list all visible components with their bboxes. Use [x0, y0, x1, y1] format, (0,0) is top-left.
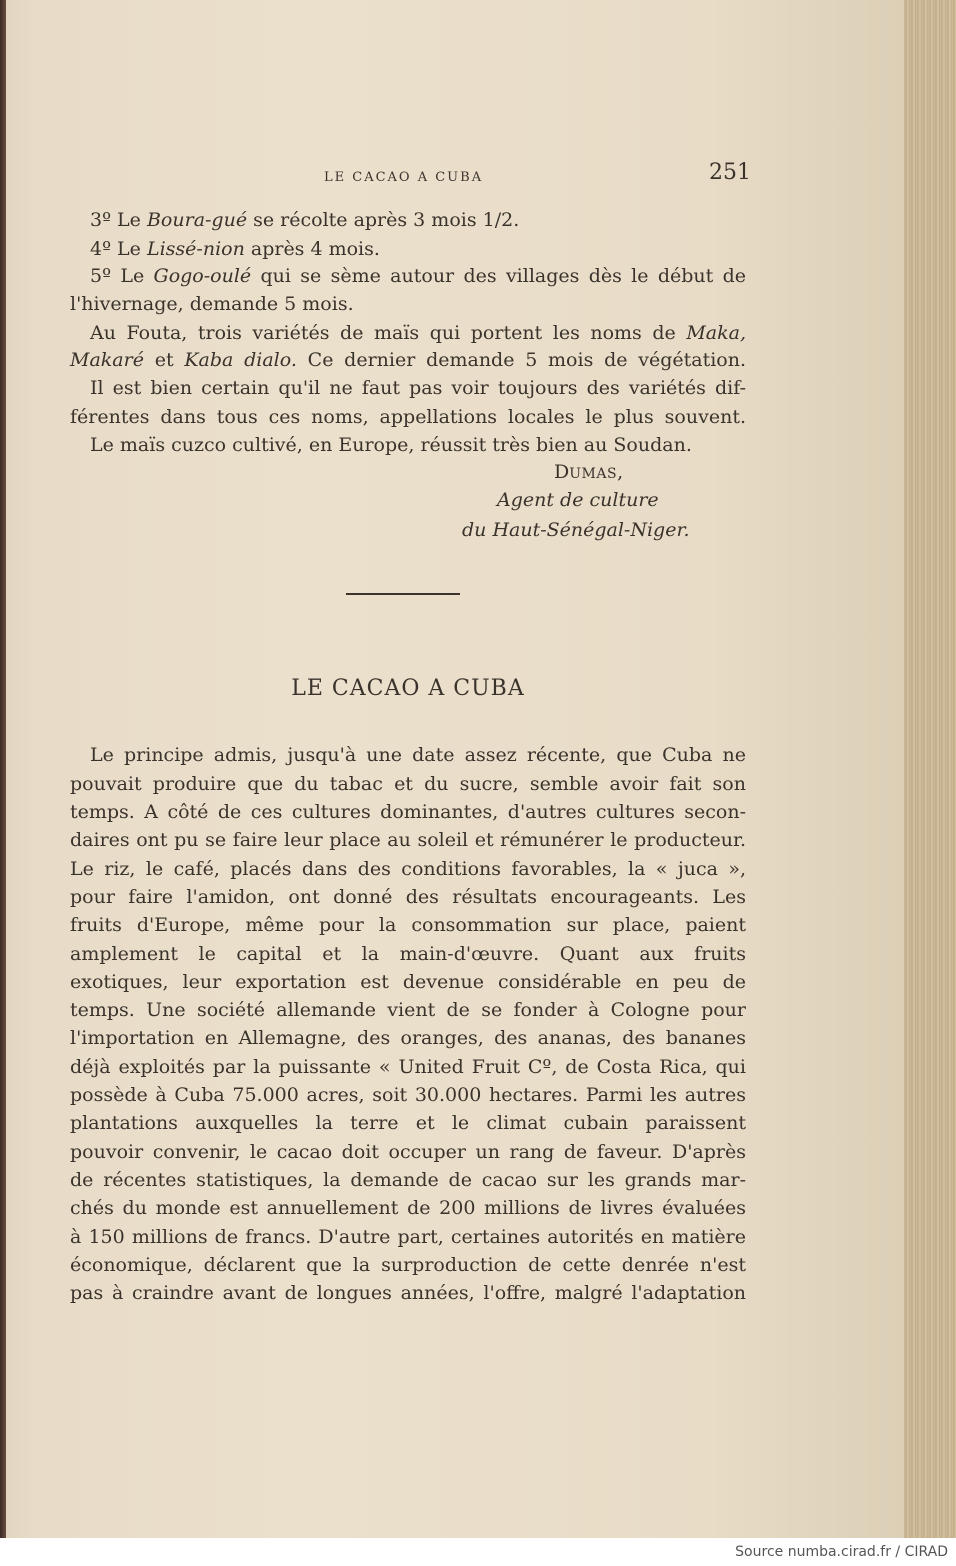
text-line: férentes dans tous ces noms, appellations locales le plus souvent. — [70, 406, 746, 428]
text-line: à 150 millions de francs. D'autre part, certaines autorités en matière — [70, 1226, 746, 1248]
text-line — [90, 321, 746, 345]
text-line: l'hivernage, demande 5 mois. — [70, 293, 354, 315]
text-span: Au Fouta, trois variétés de maïs qui portent les noms de — [90, 322, 687, 344]
text-line: économique, déclarent que la surproduction de cette denrée n'est — [70, 1254, 746, 1276]
list-item-text: se récolte après 3 mois 1/2. — [247, 209, 520, 231]
text-span: Ce dernier demande 5 mois de végétation. — [296, 349, 747, 371]
text-line: possède à Cuba 75.000 acres, soit 30.000 hectares. Parmi les autres — [70, 1084, 746, 1106]
text-line: déjà exploités par la puissante « United Fruit Cº, de Costa Rica, qui — [70, 1056, 746, 1078]
variety-name: Maka, — [686, 322, 746, 344]
text-line: amplement le capital et la main-d'œuvre. Quant aux fruits — [70, 943, 746, 965]
text-line: l'importation en Allemagne, des oranges, des ananas, des bananes — [70, 1027, 746, 1049]
list-item-text: qui se sème autour des villages dès le début de — [251, 265, 746, 287]
text-line: exotiques, leur exportation est devenue considérable en peu de — [70, 971, 746, 993]
variety-name: Makaré — [70, 349, 144, 371]
text-line: fruits d'Europe, même pour la consommation sur place, paient — [70, 914, 746, 936]
running-head: LE CACAO A CUBA — [324, 170, 484, 185]
text-line: Le principe admis, jusqu'à une date assez récente, que Cuba ne — [90, 744, 746, 766]
signature-role: Agent de culture — [497, 489, 659, 511]
page-edges — [904, 0, 956, 1538]
source-credit: Source numba.cirad.fr / CIRAD — [735, 1544, 948, 1560]
signature-place: du Haut-Sénégal-Niger. — [462, 519, 690, 541]
text-line: pas à craindre avant de longues années, l'offre, malgré l'adaptation — [70, 1282, 746, 1304]
text-line: temps. Une société allemande vient de se fonder à Cologne pour — [70, 999, 746, 1021]
page-number: 251 — [709, 160, 751, 185]
text-line: Le riz, le café, placés dans des conditions favorables, la « juca », — [70, 858, 746, 880]
text-line: de récentes statistiques, la demande de cacao sur les grands mar- — [70, 1169, 746, 1191]
text-line: temps. A côté de ces cultures dominantes, d'autres cultures secon- — [70, 801, 746, 823]
text-line: pouvoir convenir, le cacao doit occuper un rang de faveur. D'après — [70, 1141, 746, 1163]
text-line: Il est bien certain qu'il ne faut pas voir toujours des variétés dif- — [90, 377, 746, 399]
text-span: et — [143, 349, 185, 371]
text-line: pour faire l'amidon, ont donné des résultats encourageants. Les — [70, 886, 746, 908]
list-item-number: 4º Le — [90, 238, 147, 260]
variety-name: Lissé-nion — [146, 238, 245, 260]
text-line: pouvait produire que du tabac et du sucre, semble avoir fait son — [70, 773, 746, 795]
text-line: Le maïs cuzco cultivé, en Europe, réussit très bien au Soudan. — [90, 434, 692, 456]
variety-name: Boura-gué — [146, 209, 248, 231]
list-item-number: 5º Le — [90, 265, 154, 287]
list-item-text: après 4 mois. — [244, 238, 380, 260]
list-item-number: 3º Le — [90, 209, 147, 231]
section-divider — [346, 593, 460, 595]
list-item — [90, 264, 746, 288]
text-line: plantations auxquelles la terre et le climat cubain paraissent — [70, 1112, 746, 1134]
text-line: daires ont pu se faire leur place au soleil et rémunérer le producteur. — [70, 829, 746, 851]
text-line: chés du monde est annuellement de 200 millions de livres évaluées — [70, 1197, 746, 1219]
variety-name: Kaba dialo. — [184, 349, 297, 371]
signature-name: DUMAS, — [554, 461, 624, 483]
list-item — [90, 237, 746, 261]
list-item — [90, 208, 746, 232]
text-line — [70, 348, 746, 372]
variety-name: Gogo-oulé — [153, 265, 252, 287]
article-title: LE CACAO A CUBA — [291, 676, 525, 701]
